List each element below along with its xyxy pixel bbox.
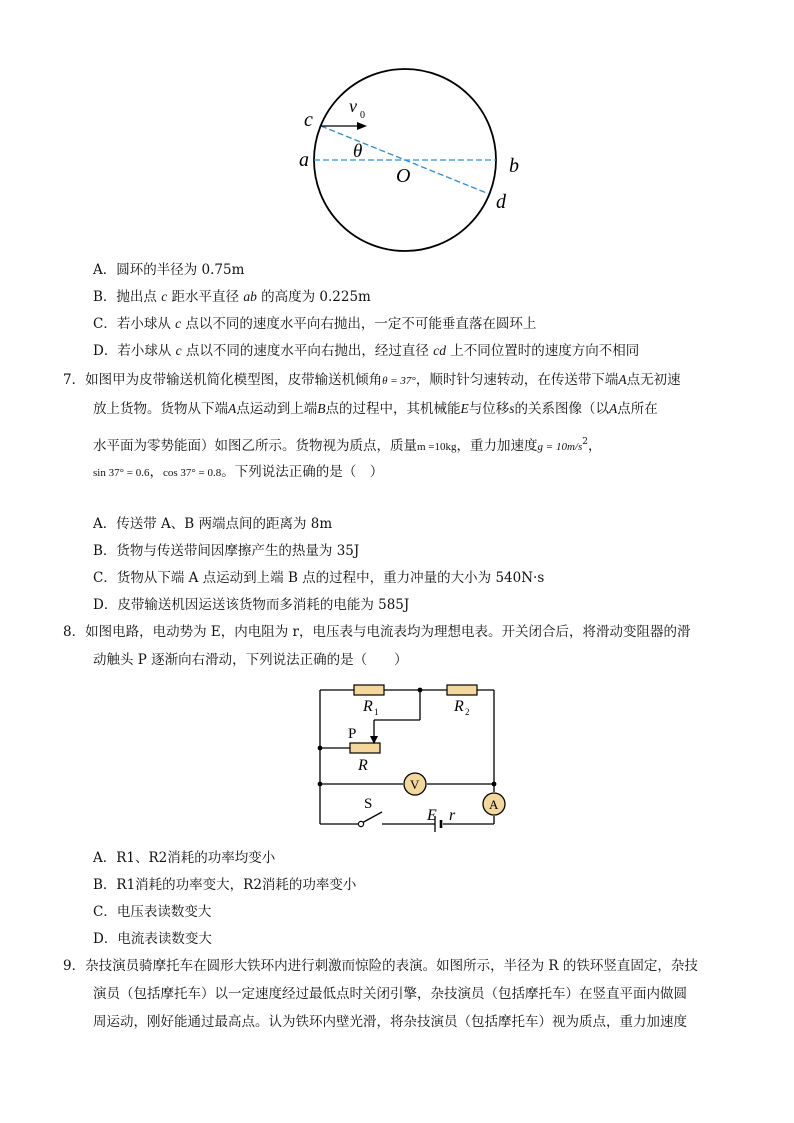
q8-stem-line1: 8．如图电路，电动势为 E，内电阻为 r，电压表与电流表均为理想电表。开关闭合后，将滑动变阻器的滑 xyxy=(63,624,691,640)
label-r2: R xyxy=(454,698,464,715)
q8-option-d: D．电流表读数变大 xyxy=(93,931,212,947)
q6-option-a: A．圆环的半径为 0.75m xyxy=(93,262,245,278)
label-a: a xyxy=(299,149,309,171)
label-p: P xyxy=(348,726,357,742)
q8-option-b: B．R1消耗的功率变大，R2消耗的功率变小 xyxy=(93,877,357,893)
label-d: d xyxy=(496,191,506,213)
q7-stem-line3: 水平面为零势能面）如图乙所示。货物视为质点，质量m =10kg，重力加速度$g = 10m/s^2$， xyxy=(93,437,602,454)
resistor-r1 xyxy=(354,685,384,695)
q8-option-c: C．电压表读数变大 xyxy=(93,904,212,920)
label-theta: θ xyxy=(353,141,363,162)
label-r2-sub: 2 xyxy=(465,707,470,717)
q7-stem-line4: sin 37° = 0.6，cos 37° = 0.8。下列说法正确的是（ ） xyxy=(93,464,384,480)
circle-figure xyxy=(290,60,530,260)
q7-option-d: D．皮带输送机因运送该货物而多消耗的电能为 585J xyxy=(93,597,410,613)
q7-option-a: A．传送带 A、B 两端点间的距离为 8m xyxy=(93,516,333,532)
switch-contact xyxy=(358,821,363,826)
q8-option-a: A．R1、R2消耗的功率均变小 xyxy=(93,850,276,866)
label-O: O xyxy=(396,165,411,187)
label-b: b xyxy=(509,155,519,177)
q9-stem-line2: 演员（包括摩托车）以一定速度经过最低点时关闭引擎，杂技演员（包括摩托车）在竖直平面内做圆 xyxy=(93,986,687,1002)
velocity-arrow-head xyxy=(357,122,367,130)
q7-stem-line2: 放上货物。货物从下端A点运动到上端B点的过程中，其机械能E与位移s的关系图像（以A点所在 xyxy=(93,401,658,417)
label-c: c xyxy=(304,109,313,131)
label-v: V xyxy=(410,777,420,792)
q8-stem-line2: 动触头 P 逐渐向右滑动，下列说法正确的是（ ） xyxy=(93,652,408,668)
q6-option-d: D．若小球从 c 点以不同的速度水平向右抛出，经过直径 cd 上不同位置时的速度方向不相同 xyxy=(93,343,640,359)
label-v: v xyxy=(349,96,357,116)
q7-option-b: B．货物与传送带间因摩擦产生的热量为 35J xyxy=(93,543,360,559)
q6-option-b: B．抛出点 c 距水平直径 ab 的高度为 0.225m xyxy=(93,289,371,305)
q9-stem-line1: 9．杂技演员骑摩托车在圆形大铁环内进行刺激而惊险的表演。如图所示，半径为 R 的铁环竖直固定，杂技 xyxy=(63,958,698,974)
label-e: E xyxy=(427,807,437,824)
circuit-figure xyxy=(310,678,510,834)
q7-stem-line1: 7．如图甲为皮带输送机简化模型图，皮带输送机倾角θ = 37°，顺时针匀速转动，在传送带下端A点无初速 xyxy=(63,372,681,388)
label-rint: r xyxy=(449,807,456,824)
label-r1-sub: 1 xyxy=(374,707,379,717)
label-r1: R xyxy=(363,698,373,715)
q6-option-c: C．若小球从 c 点以不同的速度水平向右抛出，一定不可能垂直落在圆环上 xyxy=(93,316,537,332)
q7-option-c: C．货物从下端 A 点运动到上端 B 点的过程中，重力冲量的大小为 540N·s xyxy=(93,570,545,586)
rheostat-r xyxy=(350,743,380,753)
label-r: R xyxy=(358,757,368,774)
resistor-r2 xyxy=(447,685,477,695)
q9-stem-line3: 周运动，刚好能通过最高点。认为铁环内壁光滑，将杂技演员（包括摩托车）视为质点，重力加速度 xyxy=(93,1014,687,1030)
label-s: S xyxy=(364,796,373,812)
label-a: A xyxy=(489,797,499,812)
label-v-sub: 0 xyxy=(360,110,365,121)
